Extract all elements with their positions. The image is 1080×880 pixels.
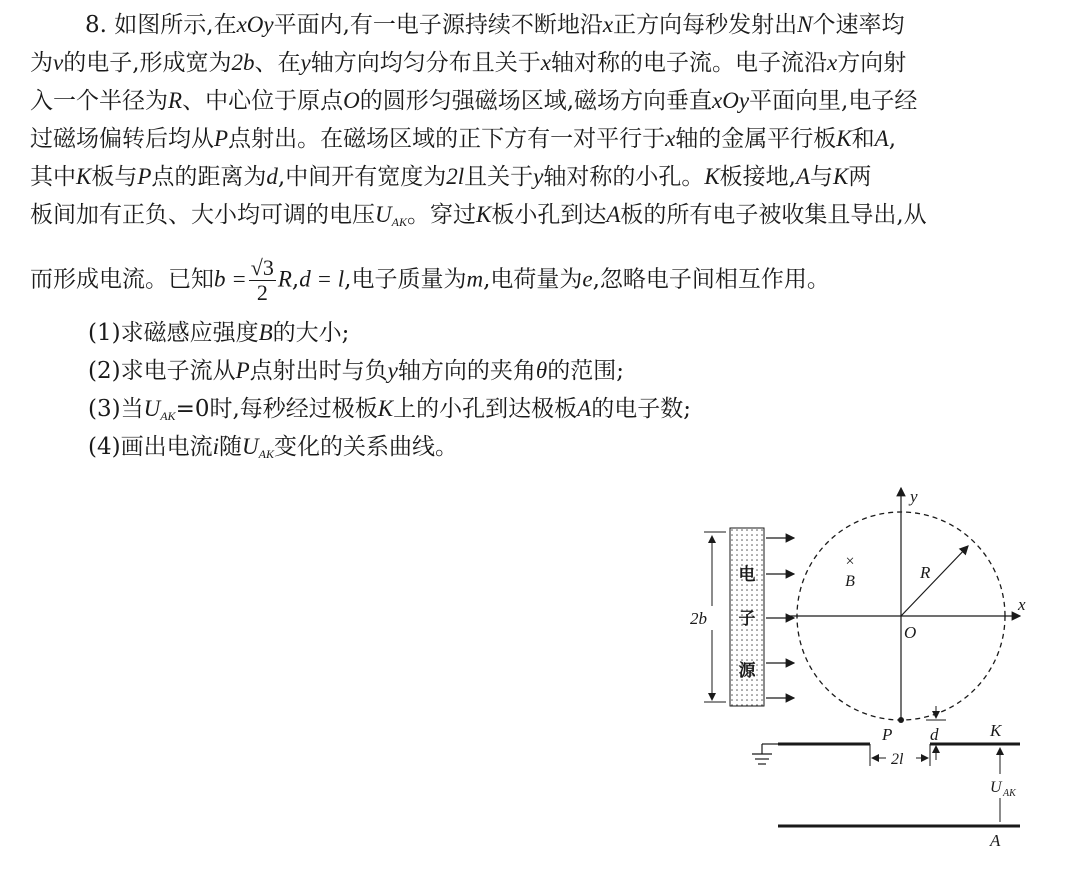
- label-y: y: [910, 487, 918, 506]
- problem-line-6: 板间加有正负、大小均可调的电压$U_{AK}$。穿过K板小孔到达A板的所有电子被收集且导出,从: [30, 202, 927, 229]
- label-K: K: [990, 721, 1002, 740]
- physics-diagram: [690, 478, 1040, 870]
- source-char-3: 源: [738, 661, 756, 681]
- fraction-sqrt3-over-2: $\frac{√3}{2}$: [250, 255, 274, 305]
- label-d: d: [930, 725, 939, 744]
- label-A: A: [990, 831, 1001, 850]
- question-4: (4)画出电流i随$U_{AK}$变化的关系曲线。: [88, 434, 458, 461]
- source-char-2: 子: [738, 609, 756, 629]
- label-2b: 2b: [690, 609, 707, 628]
- label-U: U: [990, 779, 1002, 796]
- point-P: [898, 717, 904, 723]
- problem-line-1: 8. 如图所示,在xOy平面内,有一电子源持续不断地沿x正方向每秒发射出N个速率均: [85, 12, 905, 38]
- label-AK: AK: [1003, 788, 1016, 799]
- problem-line-3: 入一个半径为R、中心位于原点O的圆形匀强磁场区域,磁场方向垂直xOy平面向里,电子经: [30, 88, 918, 114]
- source-char-1: 电: [738, 565, 756, 585]
- problem-line-4: 过磁场偏转后均从P点射出。在磁场区域的正下方有一对平行于x轴的金属平行板K和A,: [30, 126, 896, 152]
- problem-text: [30, 12, 1050, 472]
- radius-arrow: [901, 546, 968, 616]
- width-dimension: [704, 532, 726, 702]
- problem-line-7: 而形成电流。已知b = $\frac{√3}{2}$ R,d = l,电子质量为m,电荷量为e,忽略电子间相互作用。: [30, 255, 830, 305]
- label-origin: O: [904, 623, 917, 642]
- label-B: B: [845, 573, 855, 590]
- label-R: R: [920, 563, 931, 582]
- problem-line-5: 其中K板与P点的距离为d,中间开有宽度为2l且关于y轴对称的小孔。K板接地,A与K两: [30, 164, 872, 190]
- label-x: x: [1018, 595, 1026, 614]
- problem-line-2: 为v的电子,形成宽为2b、在y轴方向均匀分布且关于x轴对称的电子流。电子流沿x方向射: [30, 50, 907, 76]
- label-2l: 2l: [891, 751, 904, 768]
- question-3: (3)当$U_{AK}=0$时,每秒经过极板K上的小孔到达极板A的电子数;: [88, 396, 691, 423]
- label-P: P: [882, 725, 893, 744]
- ground-icon: [752, 744, 778, 764]
- question-2: (2)求电子流从P点射出时与负y轴方向的夹角θ的范围;: [88, 358, 624, 384]
- question-1: (1)求磁感应强度B的大小;: [88, 320, 350, 346]
- electron-beam-arrows: [766, 538, 794, 698]
- field-into-page-icon: ×: [845, 553, 855, 570]
